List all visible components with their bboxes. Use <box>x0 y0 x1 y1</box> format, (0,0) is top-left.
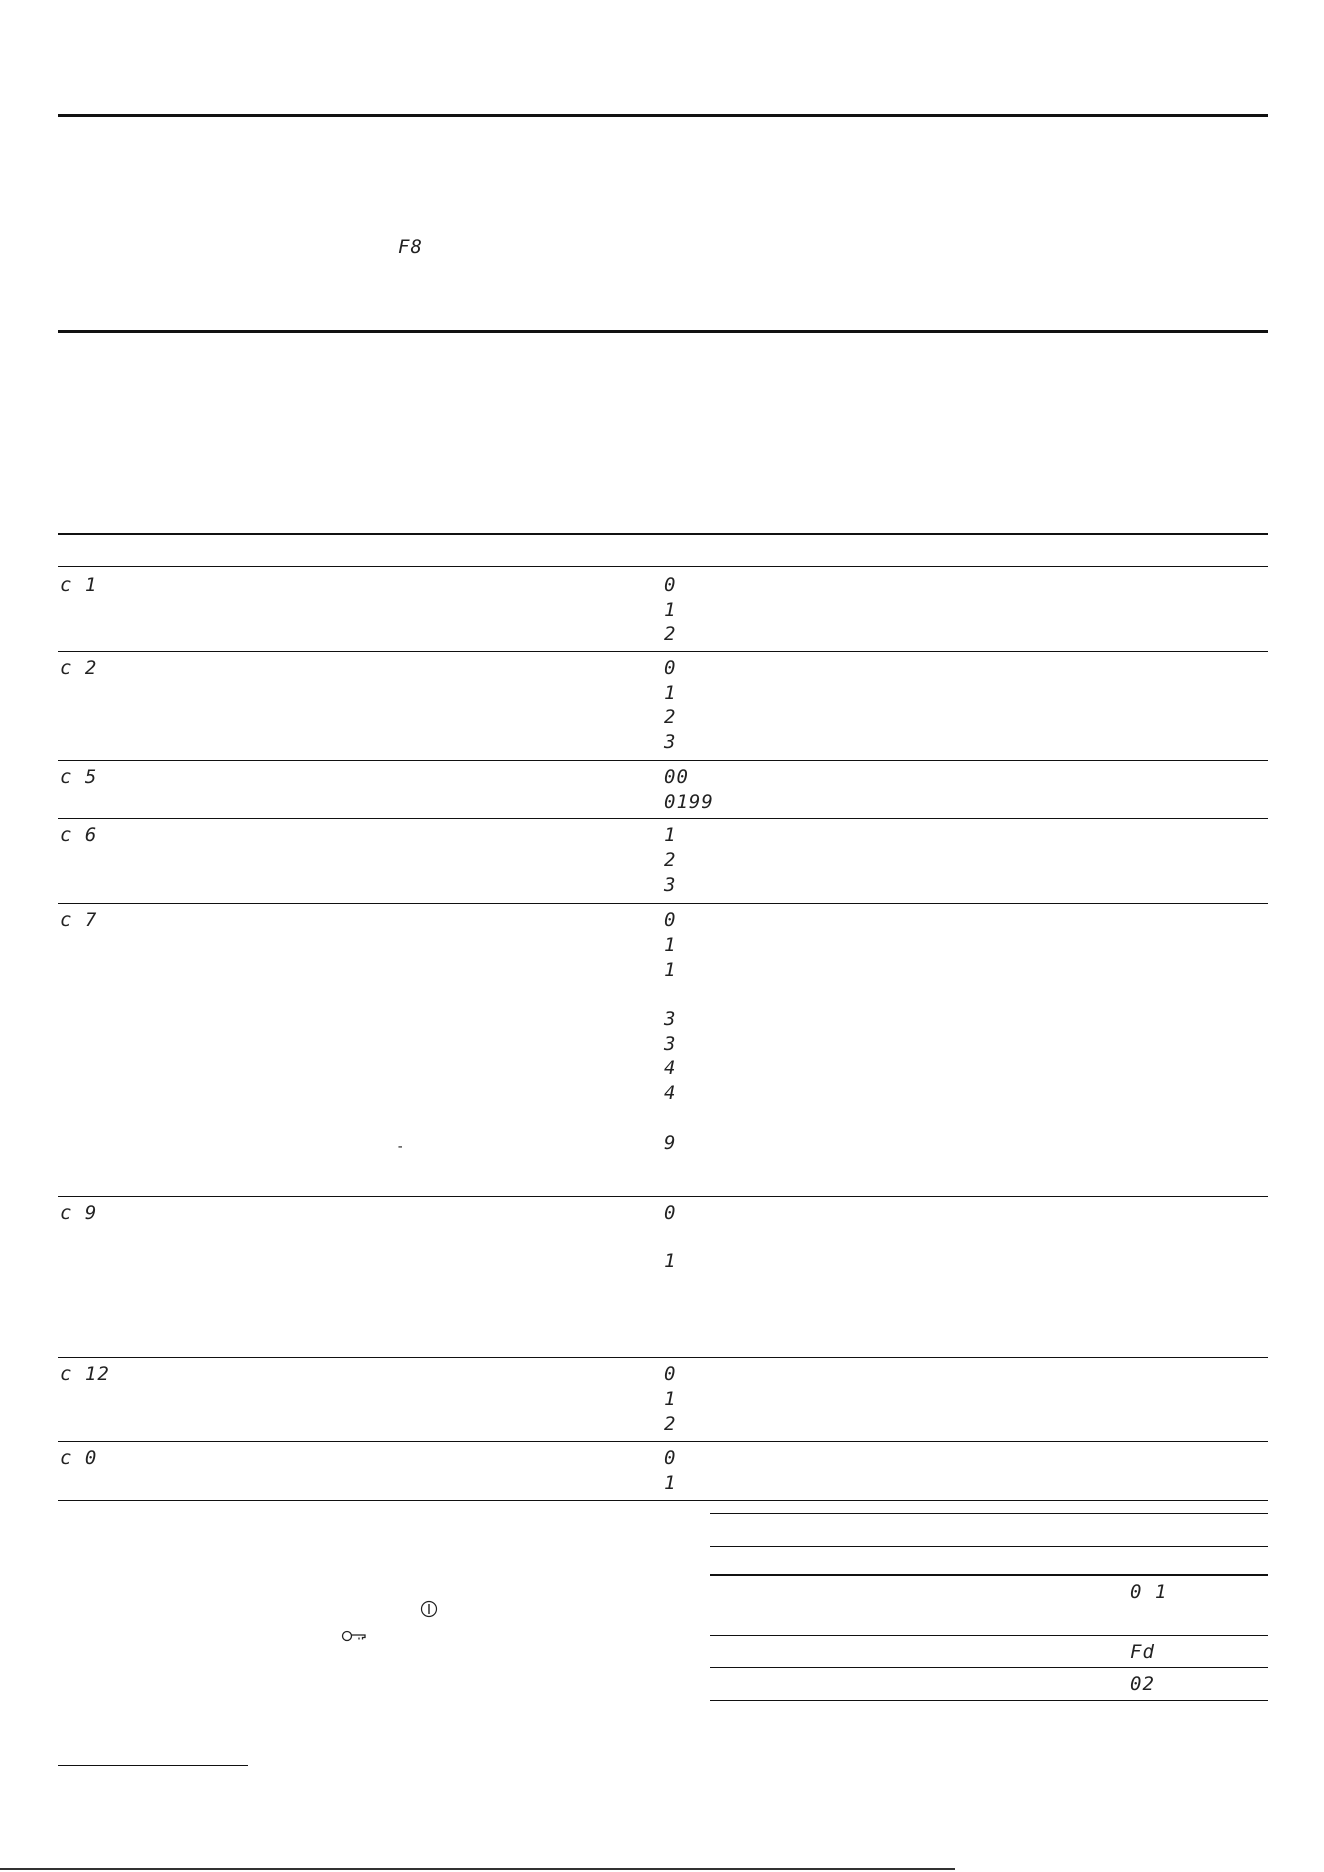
setting-value: 0 <box>664 1202 677 1224</box>
setting-value: 0 <box>664 657 677 679</box>
setting-value: 2 <box>664 706 677 728</box>
setting-code: c 0 <box>60 1447 98 1469</box>
setting-code: c 1 <box>60 574 98 596</box>
top-rule <box>58 114 1268 117</box>
setting-code: c 9 <box>60 1202 98 1224</box>
setting-value: 1 <box>664 682 677 704</box>
setting-value: 0 <box>664 574 677 596</box>
section-rule <box>58 330 1268 333</box>
setting-value: 1 <box>664 959 677 981</box>
c7-dash-mark: - <box>396 1139 406 1155</box>
page-bottom-rule <box>0 1868 955 1870</box>
table-header-rule <box>58 533 1268 535</box>
setting-value: 1 <box>664 1250 677 1272</box>
row-rule <box>58 1441 1268 1442</box>
side-table-top-rule <box>710 1513 1268 1514</box>
setting-value: 0 <box>664 1363 677 1385</box>
row-rule <box>58 1357 1268 1358</box>
row-rule <box>58 818 1268 819</box>
setting-value: 3 <box>664 1008 677 1030</box>
setting-value: 0 <box>664 909 677 931</box>
setting-value: 2 <box>664 849 677 871</box>
setting-value: 00 <box>664 766 689 788</box>
table-header-bottom-rule <box>58 566 1268 567</box>
setting-value: 1 <box>664 599 677 621</box>
setting-value: 4 <box>664 1082 677 1104</box>
setting-value: 1 <box>664 1472 677 1494</box>
setting-code: c 6 <box>60 824 98 846</box>
setting-code: c 12 <box>60 1363 110 1385</box>
table-bottom-rule <box>58 1500 1268 1501</box>
row-rule <box>58 760 1268 761</box>
setting-value: 3 <box>664 874 677 896</box>
side-table-header-bottom-rule <box>710 1574 1268 1576</box>
setting-value: 9 <box>664 1132 677 1154</box>
header-display-code: F8 <box>398 236 423 258</box>
side-table-value: 0 1 <box>1130 1581 1168 1603</box>
setting-value: 1 <box>664 1388 677 1410</box>
row-rule <box>58 651 1268 652</box>
setting-value: 4 <box>664 1057 677 1079</box>
side-table-header-rule <box>710 1546 1268 1547</box>
setting-value: 0 <box>664 1447 677 1469</box>
setting-code: c 5 <box>60 766 98 788</box>
setting-value: 0199 <box>664 791 714 813</box>
side-table-value: Fd <box>1130 1641 1155 1663</box>
side-table-value: 02 <box>1130 1673 1155 1695</box>
setting-value: 2 <box>664 1413 677 1435</box>
setting-value: 1 <box>664 824 677 846</box>
setting-code: c 7 <box>60 909 98 931</box>
setting-value: 1 <box>664 934 677 956</box>
power-icon <box>420 1600 438 1622</box>
setting-value: 3 <box>664 731 677 753</box>
footnote-rule <box>58 1765 248 1766</box>
setting-value: 2 <box>664 623 677 645</box>
setting-value: 3 <box>664 1033 677 1055</box>
key-icon <box>341 1628 367 1647</box>
side-table-row-rule <box>710 1635 1268 1636</box>
setting-code: c 2 <box>60 657 98 679</box>
row-rule <box>58 903 1268 904</box>
row-rule <box>58 1196 1268 1197</box>
side-table-bottom-rule <box>710 1700 1268 1701</box>
side-table-row-rule <box>710 1667 1268 1668</box>
